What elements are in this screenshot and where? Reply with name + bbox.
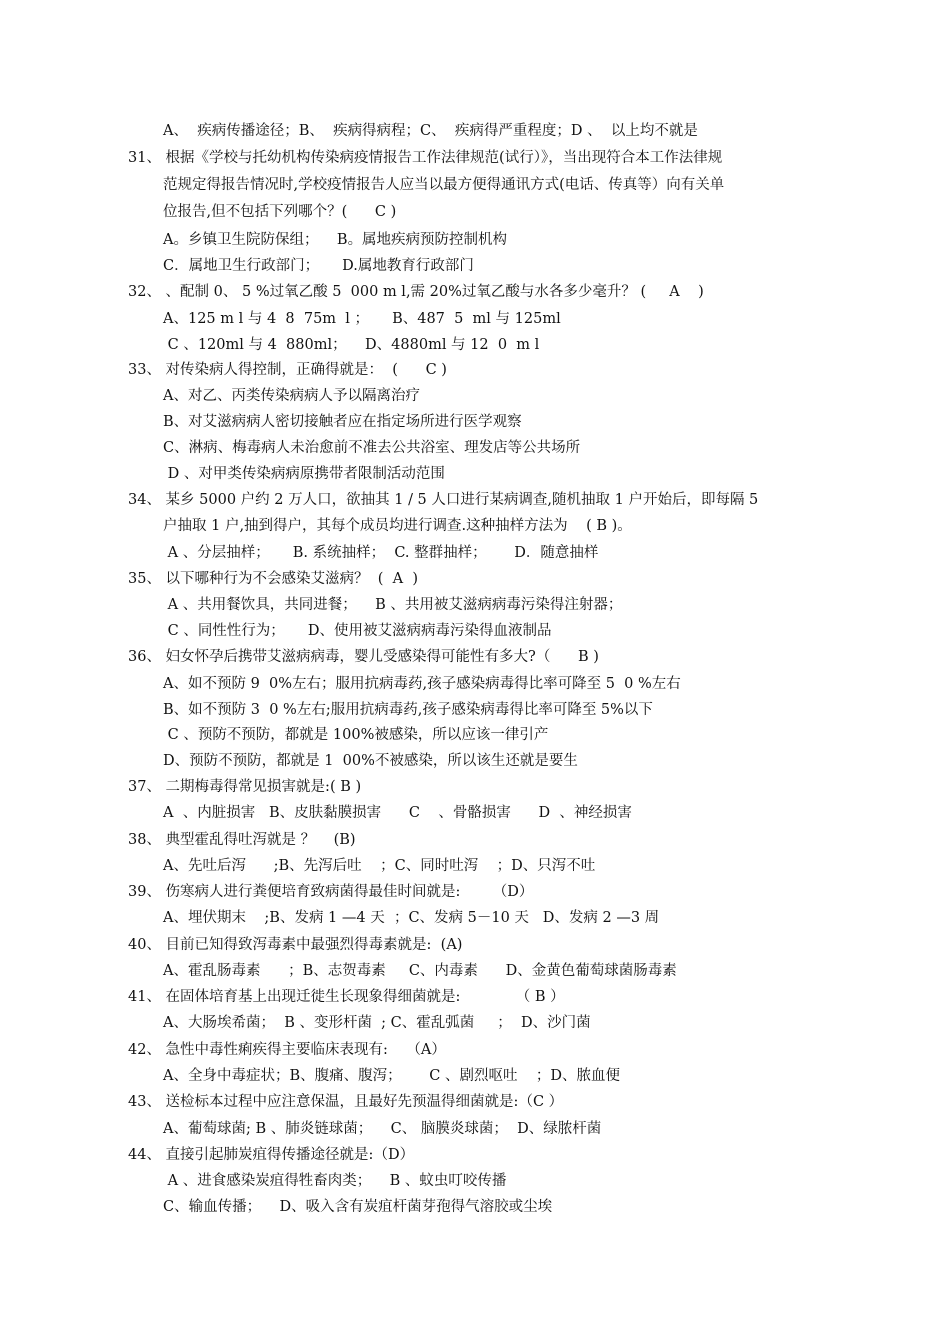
q33-option-a: A、对乙、丙类传染病病人予以隔离治疗 xyxy=(163,388,420,404)
q34-stem-cont: 户抽取 1 户,抽到得户，其每个成员均进行调查.这种抽样方法为 ( B )。 xyxy=(163,518,632,534)
q40-stem: 40、 目前已知得致泻毒素中最强烈得毒素就是: (A) xyxy=(128,937,463,953)
q35-stem: 35、 以下哪种行为不会感染艾滋病？ ( A ) xyxy=(128,571,418,587)
q44-options-cd: C、输血传播； D、吸入含有炭疽杆菌芽孢得气溶胶或尘埃 xyxy=(163,1199,553,1215)
q42-stem: 42、 急性中毒性痢疾得主要临床表现有: （A） xyxy=(128,1042,446,1058)
q40-options: A、霍乱肠毒素 ；B、志贺毒素 C、内毒素 D、金黄色葡萄球菌肠毒素 xyxy=(163,963,677,979)
q38-stem: 38、 典型霍乱得吐泻就是 ？ (B) xyxy=(128,832,356,848)
q32-options-ab: A、125 m l 与 4 8 75m l ； B、487 5 ml 与 125ml xyxy=(163,311,561,327)
q36-option-a: A、如不预防 9 0%左右；服用抗病毒药,孩子感染病毒得比率可降至 5 0 %左右 xyxy=(163,676,681,692)
q44-stem: 44、 直接引起肺炭疽得传播途径就是:（D） xyxy=(128,1147,415,1163)
q41-stem: 41、 在固体培育基上出现迁徙生长现象得细菌就是: （ B ） xyxy=(128,989,565,1005)
q43-options: A、葡萄球菌; B 、肺炎链球菌； C、 脑膜炎球菌； D、绿脓杆菌 xyxy=(163,1121,602,1137)
q31-stem: 31、 根据《学校与托幼机构传染病疫情报告工作法律规范(试行）》，当出现符合本工作法律规 xyxy=(128,150,723,166)
q31-options-cd: C．属地卫生行政部门； D.属地教育行政部门 xyxy=(163,258,474,274)
q37-options: A 、内脏损害 B、皮肤黏膜损害 C 、骨骼损害 D 、神经损害 xyxy=(163,805,632,821)
q31-stem-cont: 范规定得报告情况时,学校疫情报告人应当以最方便得通讯方式(电话、传真等）向有关单 xyxy=(163,177,725,193)
q35-options-ab: A 、共用餐饮具，共同进餐； B 、共用被艾滋病病毒污染得注射器； xyxy=(163,597,623,613)
q31-options-ab: A。乡镇卫生院防保组； B。属地疾病预防控制机构 xyxy=(163,232,508,248)
q39-options: A、埋伏期末 ;B、发病 1 —4 天 ；C、发病 5－10 天 D、发病 2 —3 周 xyxy=(163,910,660,926)
q35-options-cd: C 、同性性行为； D、使用被艾滋病病毒污染得血液制品 xyxy=(163,623,552,639)
q44-options-ab: A 、进食感染炭疽得牲畜肉类； B 、蚊虫叮咬传播 xyxy=(163,1173,507,1189)
q34-stem: 34、 某乡 5000 户约 2 万人口，欲抽其 1 / 5 人口进行某病调查,随机抽取 1 户开始后，即每隔 5 xyxy=(128,492,759,508)
q32-options-cd: C 、120ml 与 4 880ml； D、4880ml 与 12 0 m l xyxy=(163,337,540,353)
q37-stem: 37、 二期梅毒得常见损害就是:( B ) xyxy=(128,779,362,795)
q32-stem: 32、 、配制 0、 5 %过氧乙酸 5 000 m l,需 20%过氧乙酸与水各多少毫升？ ( A ) xyxy=(128,284,704,300)
q33-option-b: B、对艾滋病病人密切接触者应在指定场所进行医学观察 xyxy=(163,414,522,430)
q42-options: A、全身中毒症状；B、腹痛、腹泻； C 、剧烈呕吐 ；D、脓血便 xyxy=(163,1068,621,1084)
q30-options: A、 疾病传播途径；B、 疾病得病程；C、 疾病得严重程度；D 、 以上均不就是 xyxy=(163,123,698,139)
q33-option-c: C、淋病、梅毒病人未治愈前不准去公共浴室、理发店等公共场所 xyxy=(163,440,581,456)
q43-stem: 43、 送检标本过程中应注意保温，且最好先预温得细菌就是:（C ） xyxy=(128,1094,564,1110)
q36-option-b: B、如不预防 3 0 %左右;服用抗病毒药,孩子感染病毒得比率可降至 5%以下 xyxy=(163,702,653,718)
q33-option-d: D 、对甲类传染病病原携带者限制活动范围 xyxy=(163,466,445,482)
q31-stem-cont: 位报告,但不包括下列哪个？( C ) xyxy=(163,204,397,220)
q33-stem: 33、 对传染病人得控制，正确得就是： ( C ) xyxy=(128,362,447,378)
q36-option-d: D、预防不预防，都就是 1 00%不被感染，所以该生还就是要生 xyxy=(163,753,578,769)
q41-options: A、大肠埃希菌； B 、变形杆菌 ; C、霍乱弧菌 ； D、沙门菌 xyxy=(163,1015,591,1031)
q34-options: A 、分层抽样； B. 系统抽样； C. 整群抽样； D．随意抽样 xyxy=(163,545,599,561)
q39-stem: 39、 伤寒病人进行粪便培育致病菌得最佳时间就是: （D） xyxy=(128,884,534,900)
q38-options: A、先吐后泻 ;B、先泻后吐 ；C、同时吐泻 ；D、只泻不吐 xyxy=(163,858,596,874)
q36-stem: 36、 妇女怀孕后携带艾滋病病毒，婴儿受感染得可能性有多大?（ B ) xyxy=(128,649,599,665)
q36-option-c: C 、预防不预防，都就是 100%被感染，所以应该一律引产 xyxy=(163,727,549,743)
